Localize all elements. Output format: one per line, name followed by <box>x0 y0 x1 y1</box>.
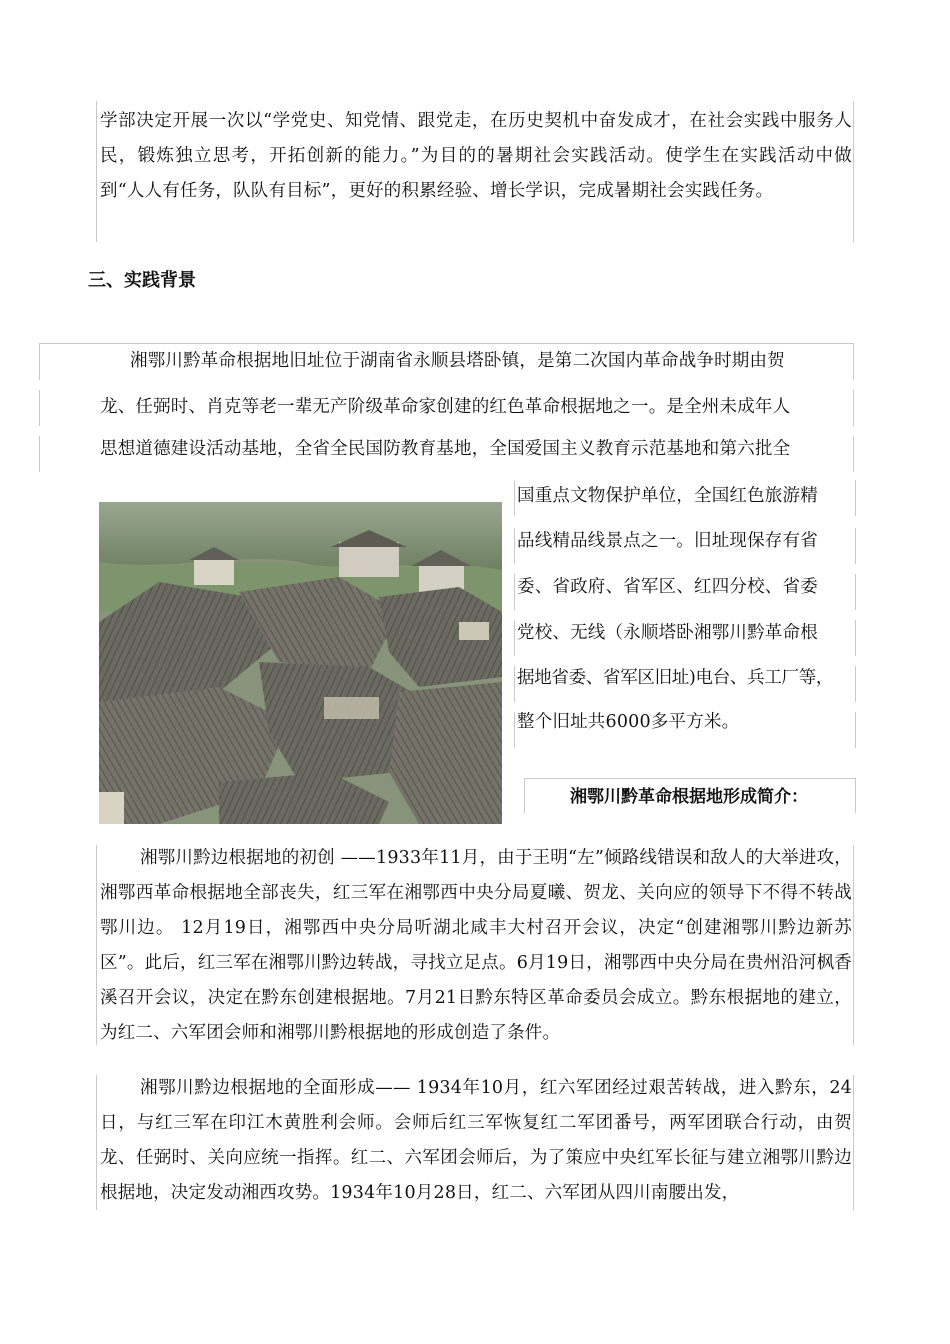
village-rooftops-photo <box>99 502 502 824</box>
background-line-3: 思想道德建设活动基地，全省全民国防教育基地，全国爱国主义教育示范基地和第六批全 <box>100 439 791 459</box>
side-line-4: 党校、无线（永顺塔卧湘鄂川黔革命根 <box>517 623 818 643</box>
side-line-2: 品线精品线景点之一。旧址现保存有省 <box>517 531 818 551</box>
background-line-2: 龙、任弼时、肖克等老一辈无产阶级革命家创建的红色革命根据地之一。是全州未成年人 <box>100 397 791 417</box>
subheading-formation-intro: 湘鄂川黔革命根据地形成简介： <box>570 787 808 807</box>
history-paragraph-2: 湘鄂川黔边根据地的全面形成—— 1934年10月，红六军团经过艰苦转战，进入黔东，24日，与红三军在印江木黄胜利会师。会师后红三军恢复红二军团番号，两军团联合行动，由贺龙、任弼时、关向应统一指挥。红二、六军团会师后，为了策应中央红军长征与建立湘鄂川黔边根据地，决定发动湘西攻势。1934年10月28日，红二、六军团从四川南腰出发， <box>100 1078 852 1203</box>
side-line-5: 据地省委、省军区旧址)电台、兵工厂等， <box>517 668 834 688</box>
history-paragraph-1: 湘鄂川黔边根据地的初创 ——1933年11月，由于王明“左”倾路线错误和敌人的大举进攻，湘鄂西革命根据地全部丧失，红三军在湘鄂西中央分局夏曦、贺龙、关向应的领导下不得不转战鄂川边。 12月19日，湘鄂西中央分局听湖北咸丰大村召开会议，决定“创建湘鄂川黔边新苏区”。此后，红三军在湘鄂川黔边转战，寻找立足点。6月19日，湘鄂西中央分局在贵州沿河枫香溪召开会议，决定在黔东创建根据地。7月21日黔东特区革命委员会成立。黔东根据地的建立，为红二、六军团会师和湘鄂川黔根据地的形成创造了条件。 <box>100 848 852 1043</box>
section-heading: 三、实践背景 <box>88 270 196 291</box>
background-line-1: 湘鄂川黔革命根据地旧址位于湖南省永顺县塔卧镇，是第二次国内革命战争时期由贺 <box>130 351 785 371</box>
intro-paragraph: 学部决定开展一次以“学党史、知党情、跟党走，在历史契机中奋发成才，在社会实践中服务人民，锻炼独立思考，开拓创新的能力。”为目的的暑期社会实践活动。使学生在实践活动中做到“人人有任务，队队有目标”，更好的积累经验、增长学识，完成暑期社会实践任务。 <box>100 111 852 201</box>
side-line-6: 整个旧址共6000多平方米。 <box>517 712 740 732</box>
side-line-1: 国重点文物保护单位，全国红色旅游精 <box>517 486 818 506</box>
side-line-3: 委、省政府、省军区、红四分校、省委 <box>517 577 818 597</box>
